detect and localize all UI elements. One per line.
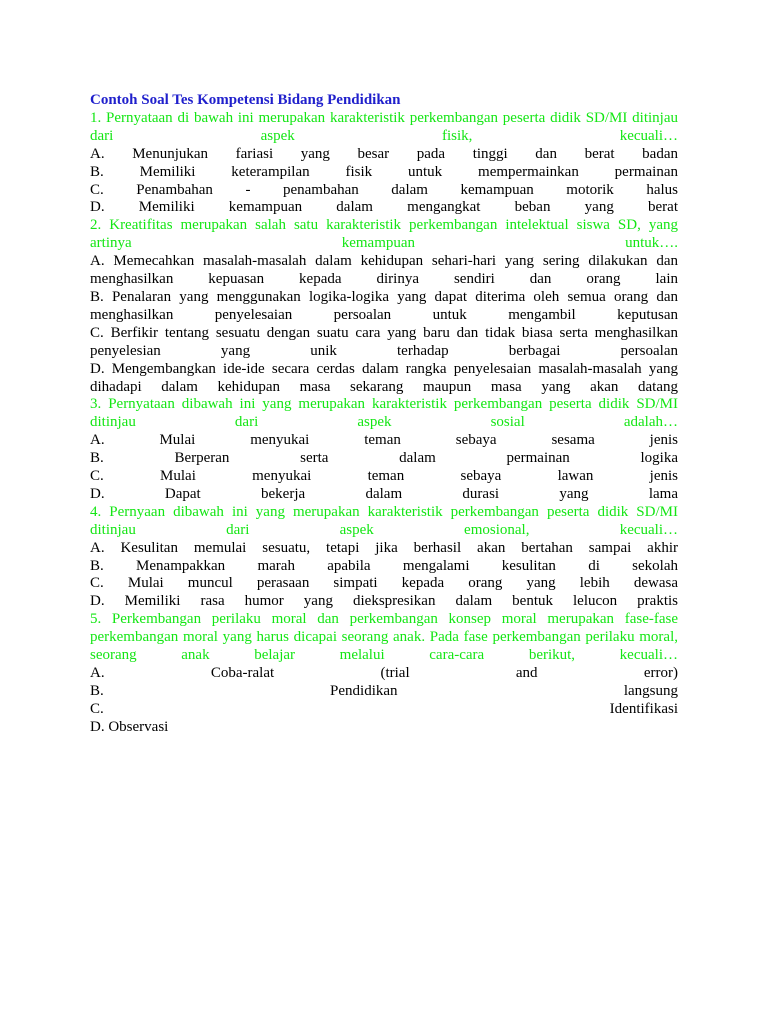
answer-option-b: B. Berperan serta dalam permainan logika: [90, 450, 678, 467]
question-text-line: ditinjau dari aspek emosional, kecuali…: [90, 521, 678, 538]
question-5: [90, 611, 678, 736]
question-text-line: 4. Pernyaan dibawah ini yang merupakan karakteristik perkembangan peserta didik SD/MI: [90, 503, 678, 520]
answer-option-b: menghasilkan penyelesaian persoalan untuk mengambil keputusan: [90, 306, 678, 323]
question-text-line: seorang anak belajar melalui cara-cara berikut, kecuali…: [90, 647, 678, 664]
answer-option-d: D. Mengembangkan ide-ide secara cerdas dalam rangka penyelesaian masalah-masalah yang: [90, 360, 678, 377]
answer-option-d: D. Memiliki kemampuan dalam mengangkat beban yang berat: [90, 199, 678, 216]
answer-option-a: A. Kesulitan memulai sesuatu, tetapi jika berhasil akan bertahan sampai akhir: [90, 539, 678, 556]
question-text-line: 3. Pernyataan dibawah ini yang merupakan karakteristik perkembangan peserta didik SD/MI: [90, 396, 678, 413]
answer-option-b: B. Memiliki keterampilan fisik untuk mempermainkan permainan: [90, 163, 678, 180]
answer-option-d: D. Memiliki rasa humor yang diekspresikan dalam bentuk lelucon praktis: [90, 593, 678, 610]
answer-option-b: B. Menampakkan marah apabila mengalami kesulitan di sekolah: [90, 557, 678, 574]
answer-option-a: A. Mulai menyukai teman sebaya sesama jenis: [90, 432, 678, 449]
question-3: [90, 396, 678, 503]
answer-option-c: C. Penambahan - penambahan dalam kemampuan motorik halus: [90, 181, 678, 198]
answer-option-c: C. Identifikasi: [90, 700, 678, 717]
question-text-line: dari aspek fisik, kecuali…: [90, 127, 678, 144]
answer-option-c: C. Berfikir tentang sesuatu dengan suatu cara yang baru dan tidak biasa serta menghasilkan: [90, 324, 678, 341]
question-1: [90, 110, 678, 217]
answer-option-a: menghasilkan kepuasan kepada dirinya sendiri dan orang lain: [90, 271, 678, 288]
question-text-line: 2. Kreatifitas merupakan salah satu karakteristik perkembangan intelektual siswa SD, yang: [90, 217, 678, 234]
question-text-line: 5. Perkembangan perilaku moral dan perkembangan konsep moral merupakan fase-fase: [90, 611, 678, 628]
question-2: [90, 217, 678, 396]
question-4: [90, 504, 678, 611]
question-list: [90, 110, 678, 737]
answer-option-b: B. Pendidikan langsung: [90, 682, 678, 699]
answer-option-a: A. Coba-ralat (trial and error): [90, 665, 678, 681]
question-text-line: ditinjau dari aspek sosial adalah…: [90, 414, 678, 431]
question-text-line: artinya kemampuan untuk….: [90, 235, 678, 252]
answer-option-c: C. Mulai muncul perasaan simpati kepada orang yang lebih dewasa: [90, 575, 678, 592]
answer-option-c: penyelesian yang unik terhadap berbagai persoalan: [90, 342, 678, 359]
answer-option-d: dihadapi dalam kehidupan masa sekarang maupun masa yang akan datang: [90, 378, 678, 395]
answer-option-c: C. Mulai menyukai teman sebaya lawan jenis: [90, 468, 678, 485]
question-text-line: 1. Pernyataan di bawah ini merupakan karakteristik perkembangan peserta didik SD/MI ditinjau: [90, 109, 678, 126]
answer-option-d: D. Dapat bekerja dalam durasi yang lama: [90, 485, 678, 502]
answer-option-a: A. Menunjukan fariasi yang besar pada tinggi dan berat badan: [90, 145, 678, 162]
answer-option-b: B. Penalaran yang menggunakan logika-logika yang dapat diterima oleh semua orang dan: [90, 288, 678, 305]
document-body: [90, 92, 678, 737]
answer-option-d: D. Observasi: [90, 718, 169, 735]
question-text-line: perkembangan moral yang harus dicapai seorang anak. Pada fase perkembangan perilaku moral,: [90, 629, 678, 646]
answer-option-a: A. Memecahkan masalah-masalah dalam kehidupan sehari-hari yang sering dilakukan dan: [90, 253, 678, 270]
document-title: Contoh Soal Tes Kompetensi Bidang Pendidikan: [90, 92, 401, 108]
